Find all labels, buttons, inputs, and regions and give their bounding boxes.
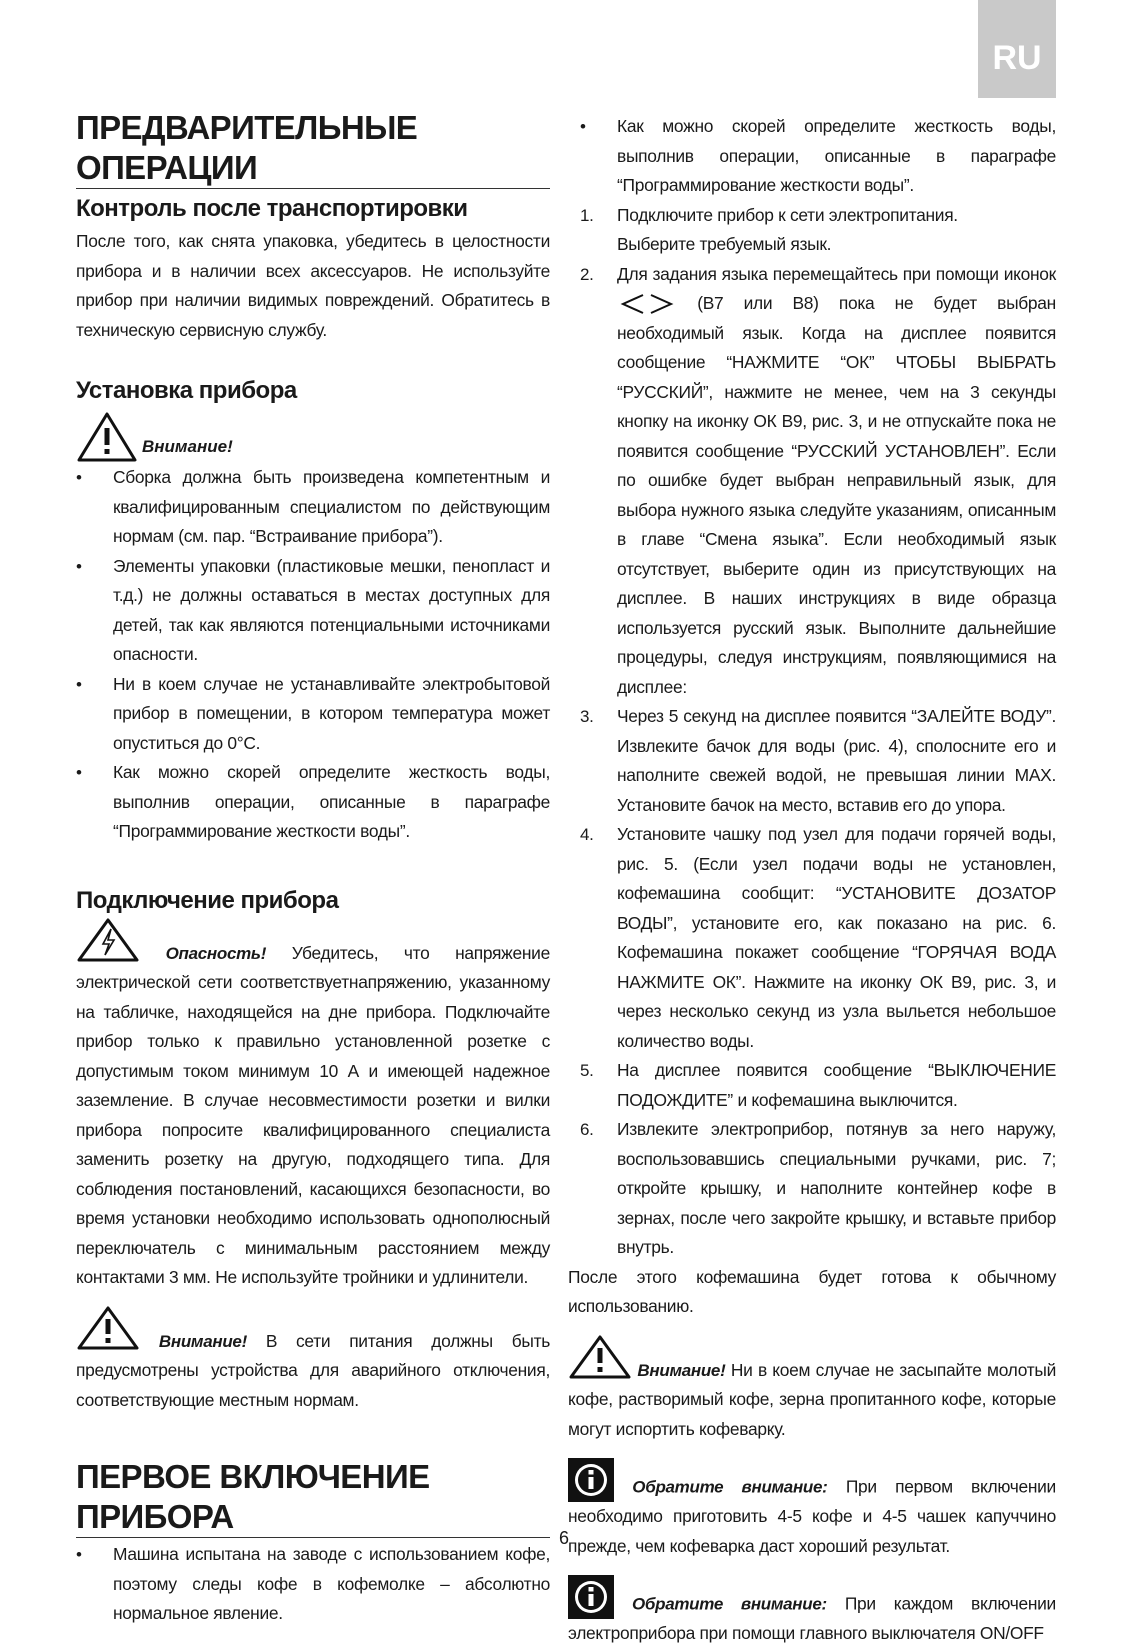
list-item: • Как можно скорей определите жесткость воды, выполнив операции, описанные в параграфе “Программирование жесткости воды”. [580, 116, 1056, 195]
install-warning [76, 411, 550, 463]
list-item: • Элементы упаковки (пластиковые мешки, пенопласт и т.д.) не должны оставаться в местах доступных для детей, так как являются потенциальными источниками опасности. [76, 555, 550, 664]
note-label: Обратите внимание: [632, 1477, 828, 1497]
chevron-left-right-icon [619, 293, 675, 315]
step-item: 3. Через 5 секунд на дисплее появится “ЗАЛЕЙТЕ ВОДУ”. Извлеките бачок для воды (рис. 4), сполосните его и наполните свежей водой, не превышая линии MAX. Установите бачок на место, вставив его до упора. [580, 706, 1056, 815]
connection-warning [76, 1305, 550, 1416]
section-title-preliminary: ПРЕДВАРИТЕЛЬНЫЕ ОПЕРАЦИИ [76, 108, 550, 189]
connection-danger [76, 917, 550, 1293]
heading-transport-check: Контроль после транспортировки [76, 195, 468, 222]
note-text: При первом включении необходимо приготовить 4-5 кофе и 4-5 чашек капуччино прежде, чем кофеварка даст хороший результат. [568, 1476, 1056, 1556]
danger-text: Убедитесь, что напряжение электрической сети соответствуетнапряжению, указанному на табличке, находящейся на дне прибора. Подключайте прибор только к правильно установленной розетке с допустимым током минимум 10 А и имеющей надежное заземление. В случае несовместимости розетки и вилки прибора попросите квалифицированного специалиста заменить розетку на другую, подходящего типа. Для соблюдения постановлений, касающихся безопасности, во время установки необходимо использовать однополюсный переключатель с минимальным расстоянием между контактами 3 мм. Не используйте тройники и удлинители. [76, 942, 550, 1287]
danger-label: Опасность! [165, 943, 267, 963]
first-start-steps [580, 201, 1056, 1263]
list-item: • Как можно скорей определите жесткость воды, выполнив операции, описанные в параграфе “Программирование жесткости воды”. [76, 762, 550, 841]
warning-triangle-icon [568, 1334, 632, 1380]
page-number: 6 [558, 1528, 569, 1548]
install-bullets [76, 463, 550, 847]
language-tab: RU [978, 0, 1056, 98]
info-icon [568, 1575, 614, 1619]
step-item: 4. Установите чашку под узел для подачи горячей воды, рис. 5. (Если узел подачи воды не установлен, кофемашина сообщит: “УСТАНОВИТЕ ДОЗАТОР ВОДЫ”, установите его, как показано на рис. 6. Кофемашина покажет сообщение “ГОРЯЧАЯ ВОДА НАЖМИТЕ ОК”. Нажмите на иконку ОК B9, рис. 3, и через несколько секунд из узла выльется небольшое количество воды. [580, 824, 1056, 1051]
transport-text: После того, как снята упаковка, убедитесь в целостности прибора и в наличии всех аксессуаров. Не используйте прибор при наличии видимых повреждений. Обратитесь в техническую сервисную службу. [76, 231, 550, 340]
right-column [568, 112, 1056, 1649]
after-steps-text: После этого кофемашина будет готова к обычному использованию. [568, 1266, 1056, 1316]
list-item: • Машина испытана на заводе с использованием кофе, поэтому следы кофе в кофемолке – абсолютно нормальное явление. [76, 1544, 550, 1623]
heading-installation: Установка прибора [76, 377, 297, 404]
note-label: Обратите внимание: [631, 1594, 827, 1614]
section-title-first-start: ПЕРВОЕ ВКЛЮЧЕНИЕ ПРИБОРА [76, 1457, 550, 1538]
info-icon [568, 1458, 614, 1502]
note-text: При каждом включении электроприбора при помощи главного выключателя ON/OFF [568, 1593, 1056, 1643]
step-item: 1. Подключите прибор к сети электропитания. Выберите требуемый язык. [580, 204, 958, 254]
note-each-start [568, 1575, 1056, 1649]
first-start-bullets [76, 1540, 550, 1629]
lightning-triangle-icon [76, 917, 140, 963]
warning-label: Внимание! [637, 1360, 726, 1380]
list-item: • Сборка должна быть произведена компетентным и квалифицированным специалистом по действующим нормам (см. пар. “Встраивание прибора”). [76, 467, 550, 546]
step-item: 2. Для задания языка перемещайтесь при помощи иконок (B7 или B8) пока не будет выбран необходимый язык. Когда на дисплее появится сообщение “НАЖМИТЕ “ОК” ЧТОБЫ ВЫБРАТЬ “РУССКИЙ”, нажмите не менее, чем на 3 секунды кнопку на иконку ОК B9, рис. 3, и не отпускайте пока не появится сообщение “РУССКИЙ УСТАНОВЛЕН”. Если по ошибке будет выбран неправильный язык, для выбора нужного языка следуйте указаниям, описанным в главе “Смена языка”. Если необходимый язык отсутствует, выберите один из присутствующих на дисплее. В наших инструкциях в виде образца используется русский язык. Выполните дальнейшие процедуры, следуя инструкциям, появляющимися на дисплее: [580, 263, 1056, 697]
heading-connection: Подключение прибора [76, 886, 339, 914]
warning-label: Внимание! [158, 1331, 247, 1351]
warning-text: В сети питания должны быть предусмотрены устройства для аварийного отключения, соответствующие местным нормам. [76, 1330, 550, 1410]
grind-warning [568, 1334, 1056, 1445]
list-item: • Ни в коем случае не устанавливайте электробытовой прибор в помещении, в котором температура может опуститься до 0°C. [76, 673, 550, 753]
install-warning-label: Внимание! [142, 437, 233, 456]
warning-text: Ни в коем случае не засыпайте молотый кофе, растворимый кофе, зерна пропитанного кофе, которые могут испортить кофеварку. [568, 1359, 1056, 1439]
right-bullets [580, 112, 1056, 201]
left-column [76, 108, 550, 1629]
step-item: 6. Извлеките электроприбор, потянув за него наружу, воспользовавшись специальными ручками, рис. 7; откройте крышку, и наполните контейнер кофе в зернах, после чего закройте крышку, и вставьте прибор внутрь. [580, 1119, 1056, 1257]
warning-triangle-icon [76, 411, 138, 463]
step-item: 5. На дисплее появится сообщение “ВЫКЛЮЧЕНИЕ ПОДОЖДИТЕ” и кофемашина выключится. [580, 1060, 1056, 1110]
warning-triangle-icon [76, 1305, 140, 1351]
